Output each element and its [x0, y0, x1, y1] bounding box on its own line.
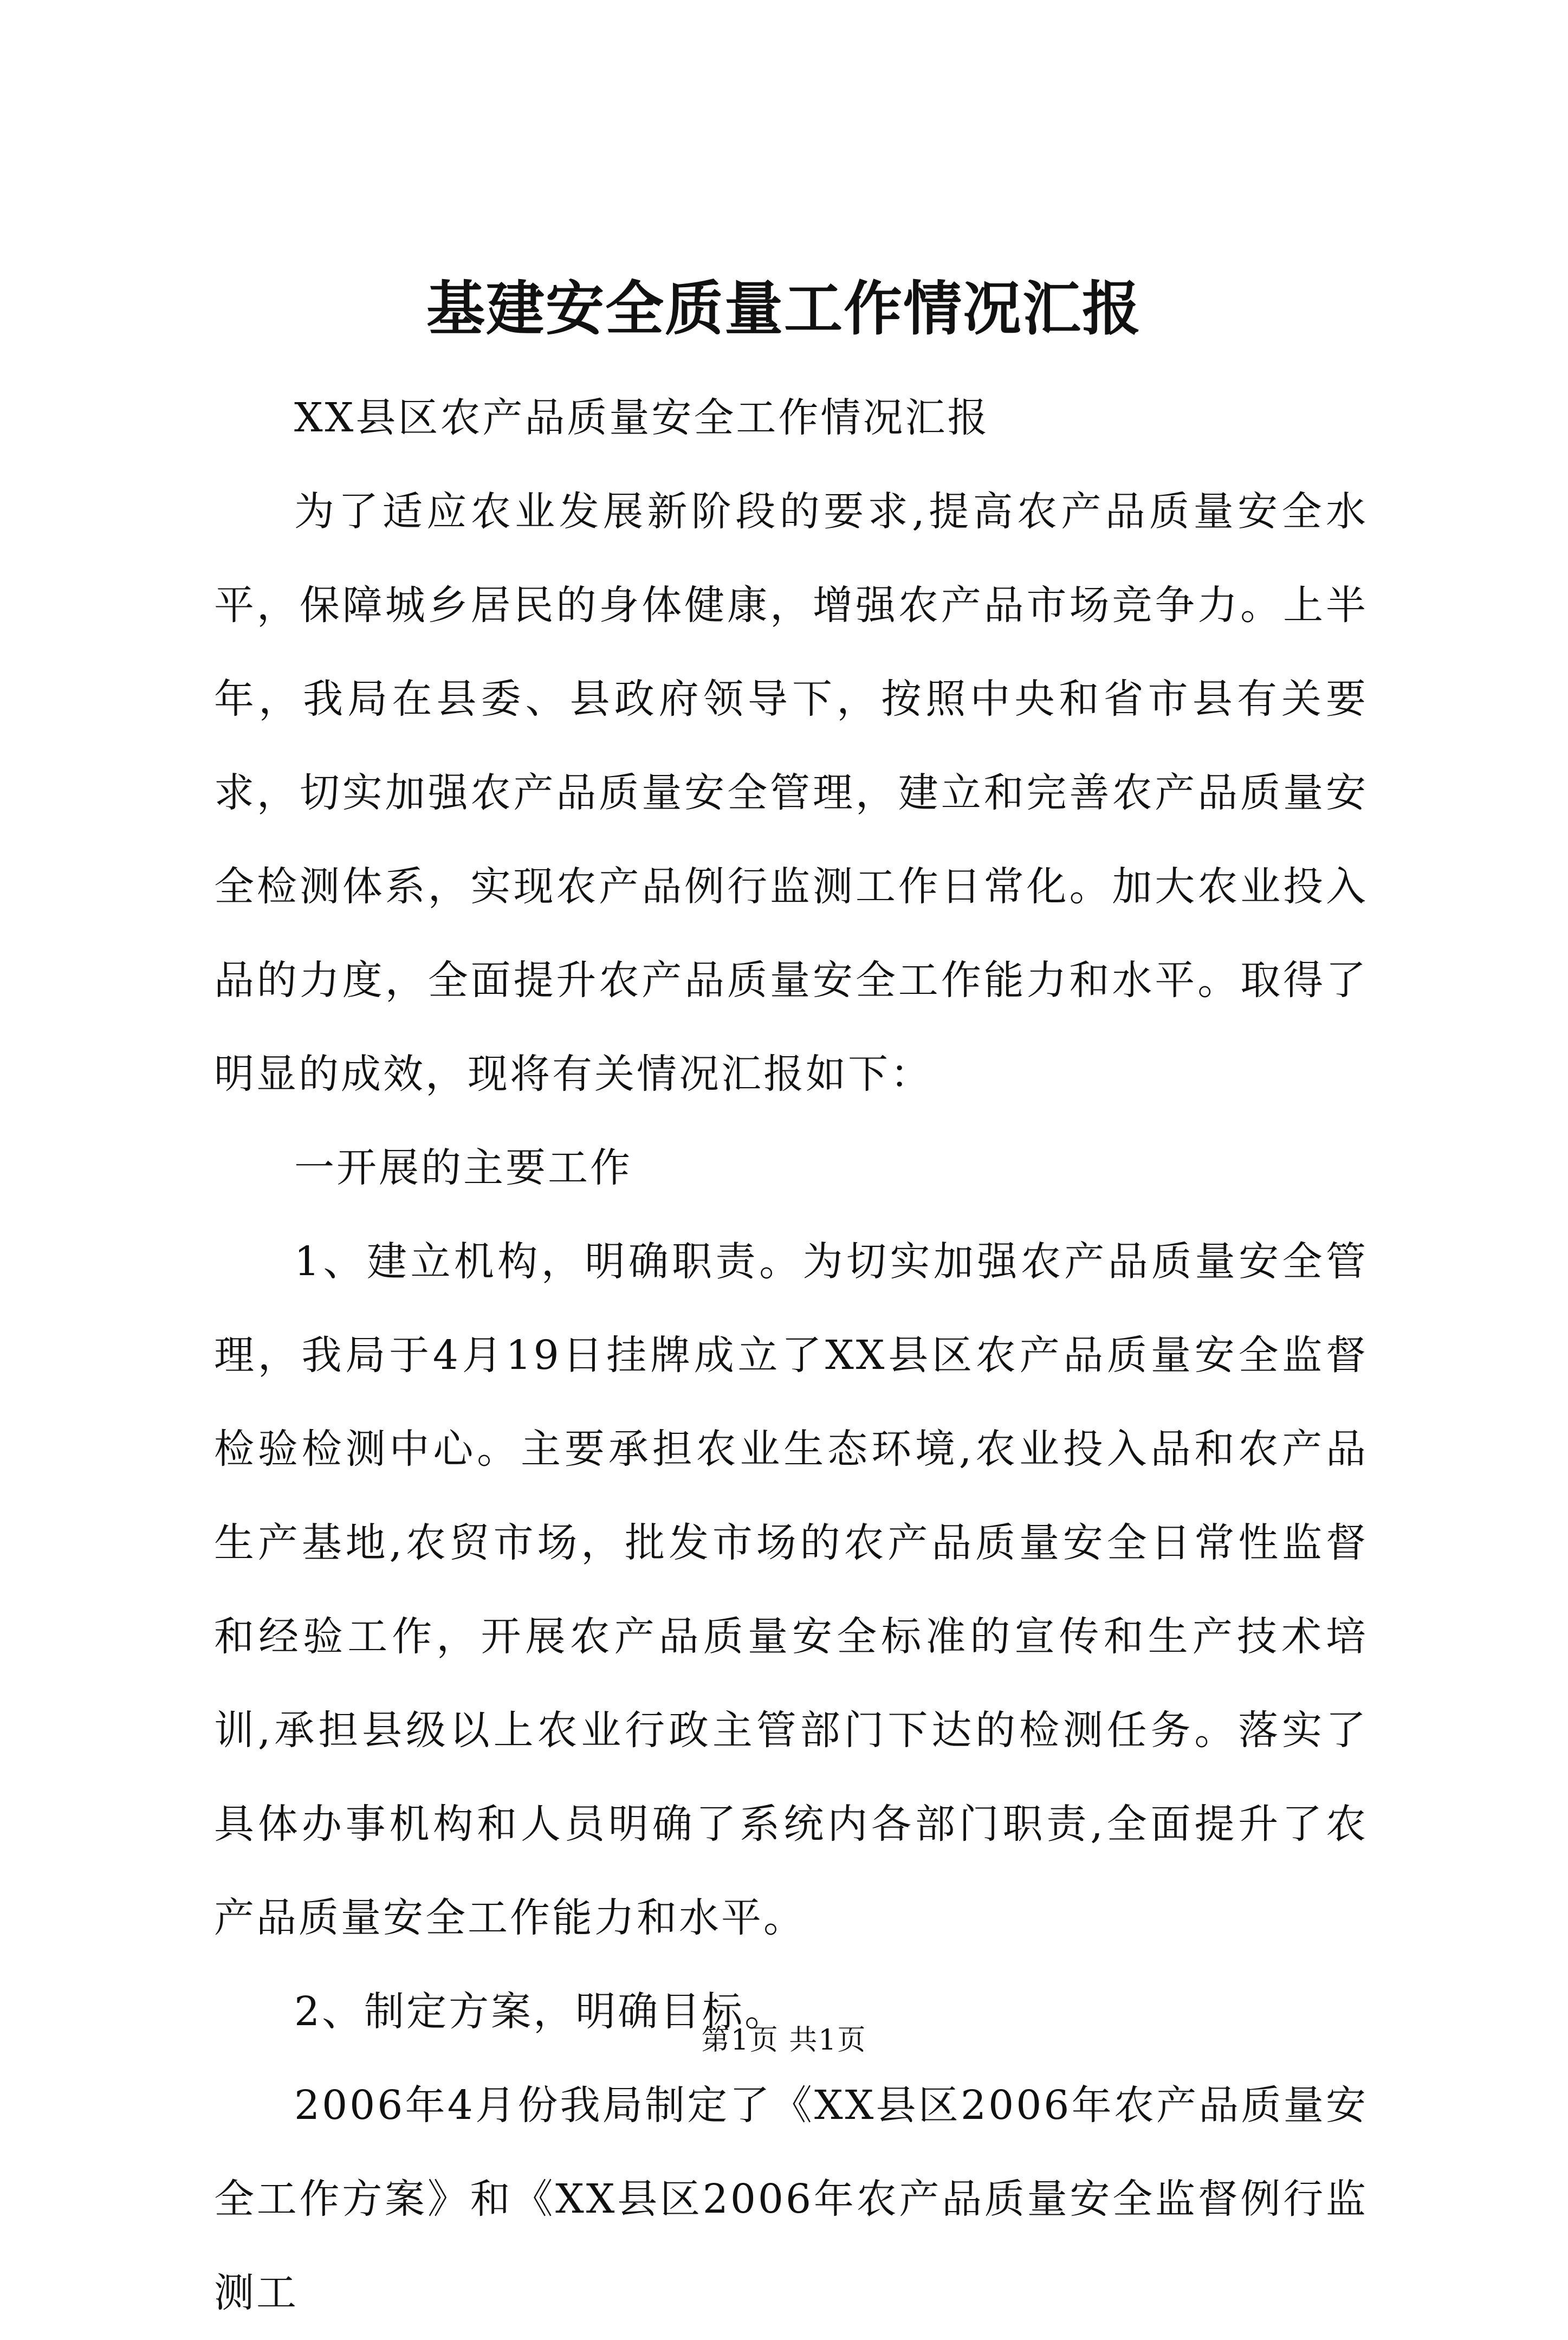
paragraph-subtitle: XX县区农产品质量安全工作情况汇报: [294, 395, 990, 441]
paragraph-intro: 为了适应农业发展新阶段的要求,提高农产品质量安全水平，保障城乡居民的身体健康，增强农产品市场竞争力。上半年，我局在县委、县政府领导下，按照中央和省市县有关要求，切实加强农产品质量安全管理，建立和完善农产品质量安全检测体系，实现农产品例行监测工作日常化。加大农业投入品的力度，全面提升农产品质量安全工作能力和水平。取得了明显的成效，现将有关情况汇报如下：: [214, 488, 1368, 1097]
paragraph-item-1: 1、建立机构，明确职责。为切实加强农产品质量安全管理，我局于4月19日挂牌成立了XX县区农产品质量安全监督检验检测中心。主要承担农业生态环境,农业投入品和农产品生产基地,农贸市场，批发市场的农产品质量安全日常性监督和经验工作，开展农产品质量安全标准的宣传和生产技术培训,承担县级以上农业行政主管部门下达的检测任务。落实了具体办事机构和人员明确了系统内各部门职责,全面提升了农产品质量安全工作能力和水平。: [214, 1238, 1368, 1941]
paragraph-item-2-detail: 2006年4月份我局制定了《XX县区2006年农产品质量安全工作方案》和《XX县区2006年农产品质量安全监督例行监测工: [214, 2082, 1368, 2316]
document-title: 基建安全质量工作情况汇报: [426, 275, 1142, 343]
paragraph-section-heading: 一开展的主要工作: [294, 1145, 632, 1191]
page-footer: 第1页 共1页: [701, 2024, 867, 2057]
paragraph-item-2: 2、制定方案，明确目标。: [294, 1988, 787, 2035]
